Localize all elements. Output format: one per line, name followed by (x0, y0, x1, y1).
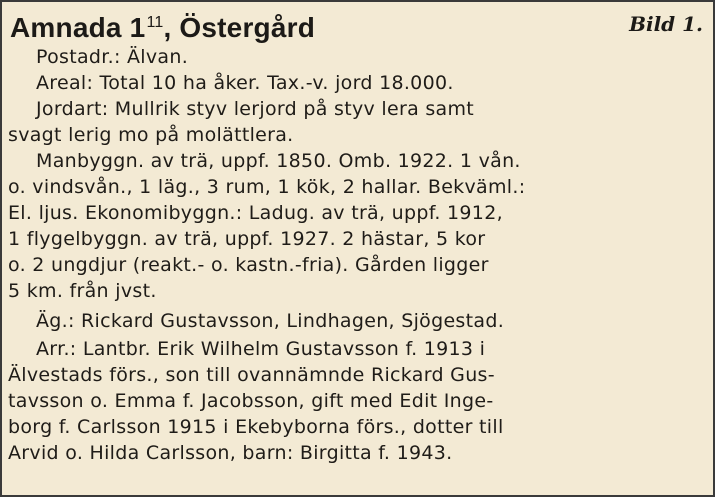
postal-address-line: Postadr.: Älvan. (36, 46, 189, 68)
owner-line: Äg.: Rickard Gustavsson, Lindhagen, Sjögestad. (36, 310, 505, 332)
tenant-line-cont-2: tavsson o. Emma f. Jacobsson, gift med Edit Inge- (8, 390, 494, 412)
buildings-line-cont-2: El. ljus. Ekonomibyggn.: Ladug. av trä, uppf. 1912, (8, 202, 503, 224)
soil-line-cont: svagt lerig mo på molättlera. (8, 124, 294, 146)
tenant-line-cont-4: Arvid o. Hilda Carlsson, barn: Birgitta f. 1943. (8, 442, 453, 464)
entry-number: 1 (129, 12, 146, 43)
buildings-line-cont-1: o. vindsvån., 1 läg., 3 rum, 1 kök, 2 hallar. Bekväml.: (8, 176, 526, 198)
buildings-line-cont-4: o. 2 ungdjur (reakt.- o. kastn.-fria). Gården ligger (8, 254, 489, 276)
buildings-line-cont-5: 5 km. från jvst. (8, 280, 157, 302)
buildings-line: Manbyggn. av trä, uppf. 1850. Omb. 1922. 1 vån. (36, 150, 521, 172)
farm-name: , Östergård (163, 12, 316, 43)
entry-superscript: 11 (146, 14, 164, 31)
entry-header (10, 5, 703, 41)
tenant-line-cont-1: Älvestads förs., son till ovannämnde Rickard Gus- (8, 364, 495, 386)
image-reference: Bild 1. (629, 12, 703, 36)
entry-name: Amnada (10, 12, 122, 43)
area-line: Areal: Total 10 ha åker. Tax.-v. jord 18.000. (36, 72, 454, 94)
soil-line: Jordart: Mullrik styv lerjord på styv lera samt (36, 98, 475, 120)
tenant-line: Arr.: Lantbr. Erik Wilhelm Gustavsson f. 1913 i (36, 338, 486, 360)
entry-title (10, 5, 315, 46)
buildings-line-cont-3: 1 flygelbyggn. av trä, uppf. 1927. 2 hästar, 5 kor (8, 228, 486, 250)
tenant-line-cont-3: borg f. Carlsson 1915 i Ekebyborna förs., dotter till (8, 416, 504, 438)
